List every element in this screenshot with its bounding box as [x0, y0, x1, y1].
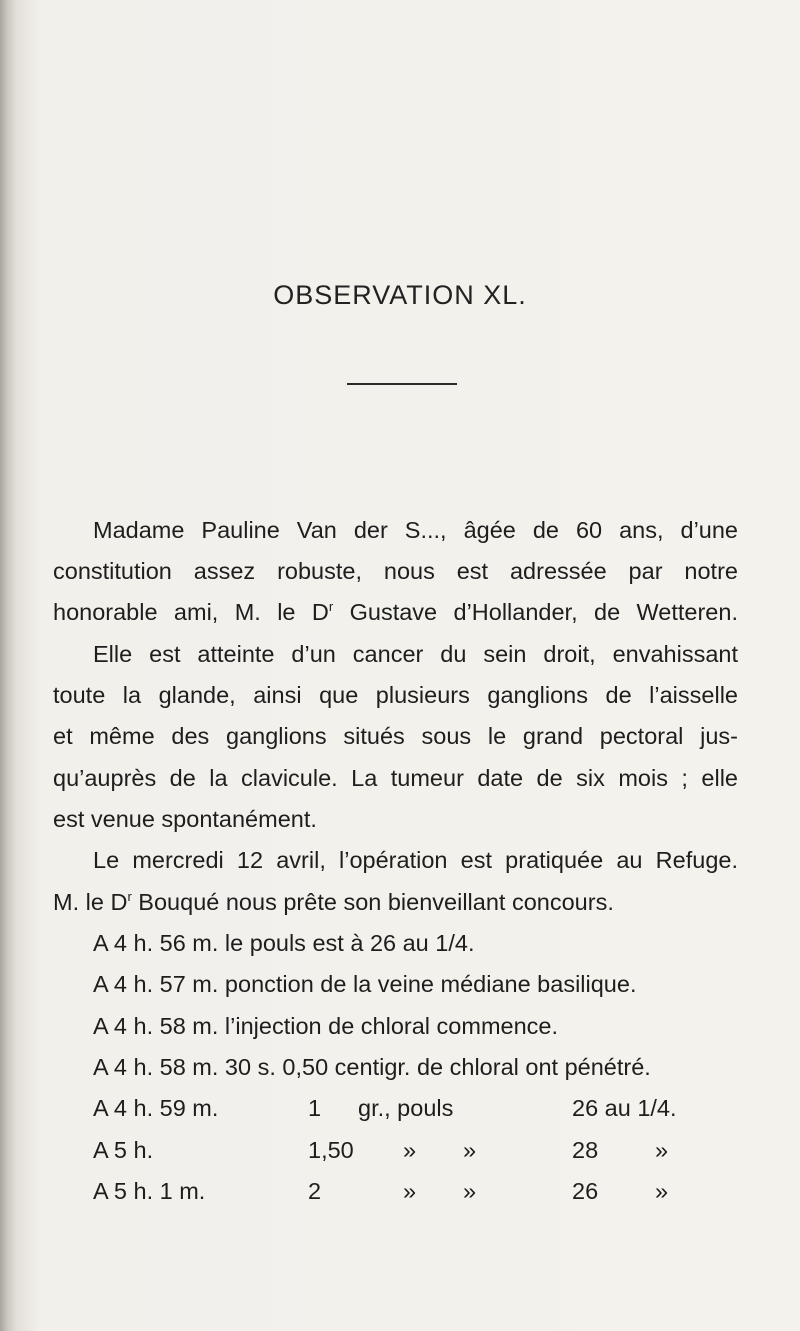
binding-shadow: [0, 0, 14, 1331]
row-time: A 5 h.: [93, 1137, 154, 1163]
text-line-11: A 4 h. 56 m. le pouls est à 26 au 1/4.: [93, 930, 475, 956]
text-line-6: et même des ganglions situés sous le grand pectoral jus-: [53, 723, 738, 749]
text-line-12: A 4 h. 57 m. ponction de la veine médiane basilique.: [93, 971, 637, 997]
text-line-3: [53, 592, 738, 633]
text-line-7: qu’auprès de la clavicule. La tumeur date de six mois ; elle: [53, 765, 738, 791]
row-dose: 1,50: [308, 1137, 354, 1163]
row-ditto-1: »: [403, 1137, 417, 1163]
row-pulse: 28: [572, 1137, 599, 1163]
text-line-10: [53, 882, 614, 923]
text-line-3-part-a: honorable ami, M. le D: [53, 599, 329, 625]
row-pulse: 26 au 1/4.: [572, 1095, 677, 1121]
row-pulse: 26: [572, 1178, 599, 1204]
text-line-14: A 4 h. 58 m. 30 s. 0,50 centigr. de chloral ont pénétré.: [93, 1054, 651, 1080]
title-divider: [347, 383, 457, 385]
row-time: A 5 h. 1 m.: [93, 1178, 206, 1204]
text-line-1: Madame Pauline Van der S..., âgée de 60 ans, d’une: [93, 517, 738, 543]
doctor-abbrev-sup: r: [328, 599, 334, 614]
doctor-abbrev-sup-2: r: [127, 889, 132, 904]
row-dose: 1: [308, 1095, 322, 1121]
text-line-13: A 4 h. 58 m. l’injection de chloral commence.: [93, 1013, 559, 1039]
text-line-9: Le mercredi 12 avril, l’opération est pratiquée au Refuge.: [93, 847, 738, 873]
text-line-10-part-a: M. le D: [53, 889, 128, 915]
row-dose: 2: [308, 1178, 322, 1204]
row-unit: gr., pouls: [358, 1095, 454, 1121]
row-ditto-2: »: [463, 1178, 477, 1204]
row-ditto-1: »: [403, 1178, 417, 1204]
text-line-3-part-b: Gustave d’Hollander, de Wetteren.: [333, 599, 738, 625]
text-line-8: est venue spontanément.: [53, 806, 317, 832]
row-ditto-3: »: [655, 1178, 669, 1204]
text-line-10-part-b: Bouqué nous prête son bienveillant concours.: [131, 889, 614, 915]
row-ditto-2: »: [463, 1137, 477, 1163]
row-time: A 4 h. 59 m.: [93, 1095, 219, 1121]
text-line-2: constitution assez robuste, nous est adressée par notre: [53, 558, 738, 584]
text-line-5: toute la glande, ainsi que plusieurs ganglions de l’aisselle: [53, 682, 738, 708]
text-line-4: Elle est atteinte d’un cancer du sein droit, envahissant: [93, 641, 738, 667]
row-ditto-3: »: [655, 1137, 669, 1163]
observation-title: OBSERVATION XL.: [273, 280, 527, 310]
